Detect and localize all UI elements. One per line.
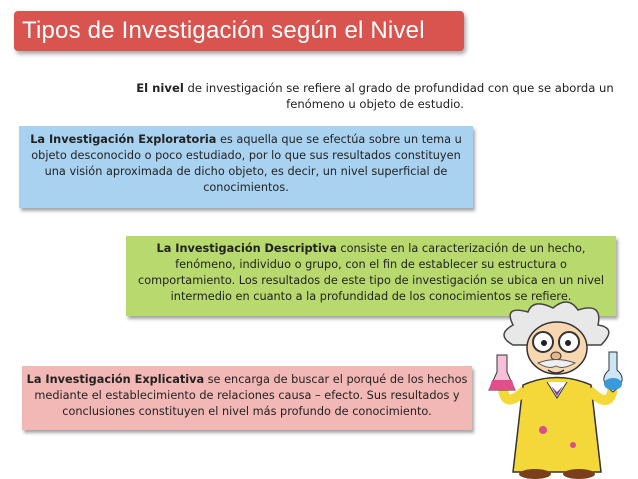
intro-text bbox=[125, 80, 625, 112]
explanatory-title: La Investigación Explicativa bbox=[26, 373, 205, 386]
exploratory-box bbox=[19, 126, 473, 208]
descriptive-title: La Investigación Descriptiva bbox=[156, 242, 337, 255]
intro-bold: El nivel bbox=[136, 81, 184, 95]
scientist-illustration bbox=[483, 300, 633, 479]
slide-title: Tipos de Investigación según el Nivel bbox=[22, 17, 425, 44]
exploratory-title: La Investigación Exploratoria bbox=[30, 133, 217, 146]
explanatory-text: se encarga de buscar el porqué de los hechos mediante el establecimiento de relaciones causa – efecto. Sus resultados y conclusiones constituyen el nivel más profundo de conocimiento. bbox=[34, 373, 468, 418]
exploratory-text: es aquella que se efectúa sobre un tema u objeto desconocido o poco estudiado, por lo que sus resultados constituyen una visión aproximada de dicho objeto, es decir, un nivel superficial de conocimientos. bbox=[31, 133, 462, 194]
explanatory-box bbox=[22, 366, 472, 430]
descriptive-text: consiste en la caracterización de un hecho, fenómeno, individuo o grupo, con el fin de establecer su estructura o comportamiento. Los resultados de este tipo de investigación se ubica en un nivel intermedio en cuanto a la profundidad de los conocimientos se refiere. bbox=[138, 242, 604, 303]
intro-rest: de investigación se refiere al grado de profundidad con que se aborda un fenómeno u objeto de estudio. bbox=[183, 81, 614, 111]
